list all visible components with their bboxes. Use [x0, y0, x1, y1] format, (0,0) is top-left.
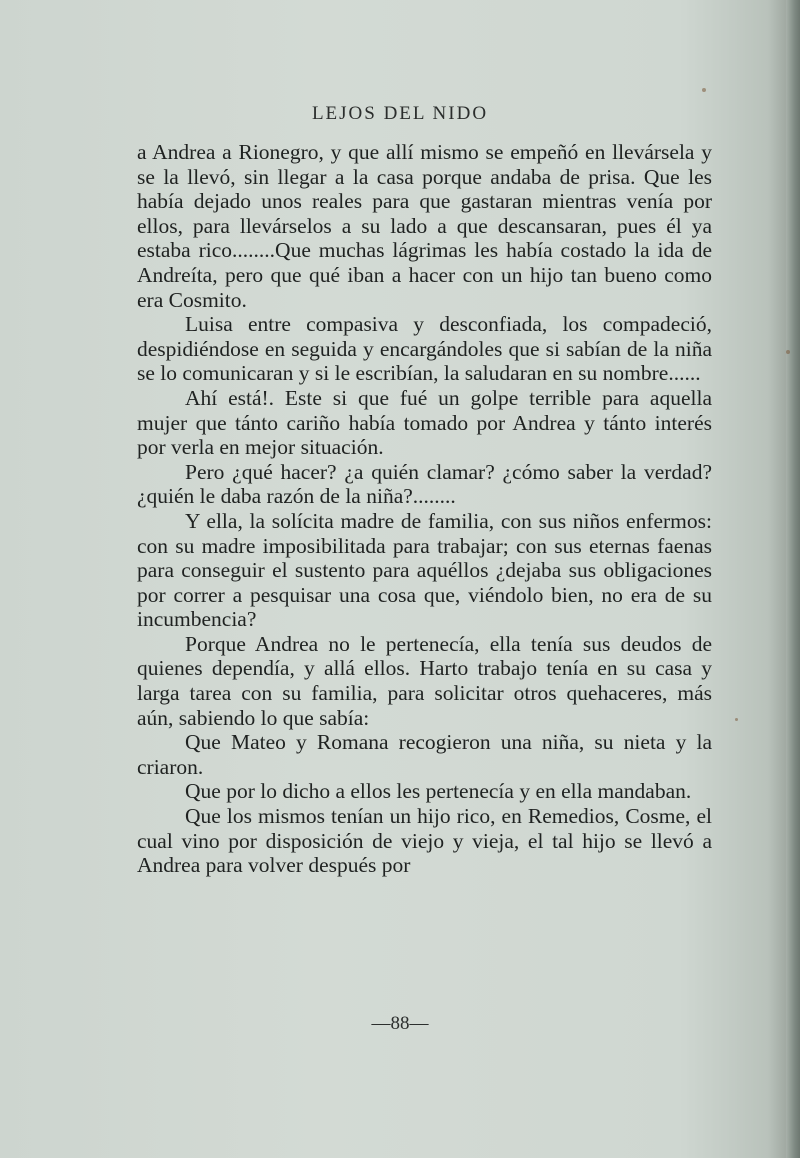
paragraph: Que Mateo y Romana recogieron una niña, su nieta y la criaron.	[137, 730, 712, 779]
paragraph: Luisa entre compasiva y desconfiada, los compadeció, despidiéndose en seguida y encargándoles que si sabían de la niña se lo comunicaran y si le escribían, la saludaran en su nombre......	[137, 312, 712, 386]
paragraph: Pero ¿qué hacer? ¿a quién clamar? ¿cómo saber la verdad? ¿quién le daba razón de la niña?........	[137, 459, 712, 509]
paragraph: Ahí está!. Este si que fué un golpe terrible para aquella mujer que tánto cariño había tomado por Andrea y tánto interés por verla en mejor situación.	[137, 385, 712, 460]
paragraph: Y ella, la solícita madre de familia, con sus niños enfermos: con su madre imposibilitada para trabajar; con sus eternas faenas para conseguir el sustento para aquéllos ¿dejaba sus obligaciones por correr a pesquisar una cosa que, viéndolo bien, no era de su incumbencia?	[137, 508, 712, 632]
foxing-spot	[735, 718, 738, 721]
page-edge-shadow	[786, 0, 800, 1158]
paragraph: Que los mismos tenían un hijo rico, en Remedios, Cosme, el cual vino por disposición de viejo y vieja, el tal hijo se llevó a Andrea para volver después por	[137, 804, 712, 878]
foxing-spot	[786, 350, 790, 354]
body-text	[137, 140, 712, 878]
running-header: LEJOS DEL NIDO	[311, 103, 489, 124]
page-number: —88—	[371, 1013, 429, 1034]
paragraph: Que por lo dicho a ellos les pertenecía y en ella mandaban.	[185, 779, 692, 804]
paragraph: Porque Andrea no le pertenecía, ella tenía sus deudos de quienes dependía, y allá ellos. Harto trabajo tenía en su casa y larga tarea con su familia, para solicitar otros quehaceres, más aún, sabiendo lo que sabía:	[137, 631, 712, 730]
paragraph: a Andrea a Rionegro, y que allí mismo se empeñó en llevársela y se la llevó, sin llegar a la casa porque andaba de prisa. Que les había dejado unos reales para que gastaran mientras venía por ellos, para llevárselos a su lado a que descansaran, pues él ya estaba rico........Que muchas lágrimas les había costado la ida de Andreíta, pero que qué iban a hacer con un hijo tan bueno como era Cosmito.	[137, 140, 712, 312]
foxing-spot	[702, 88, 706, 92]
